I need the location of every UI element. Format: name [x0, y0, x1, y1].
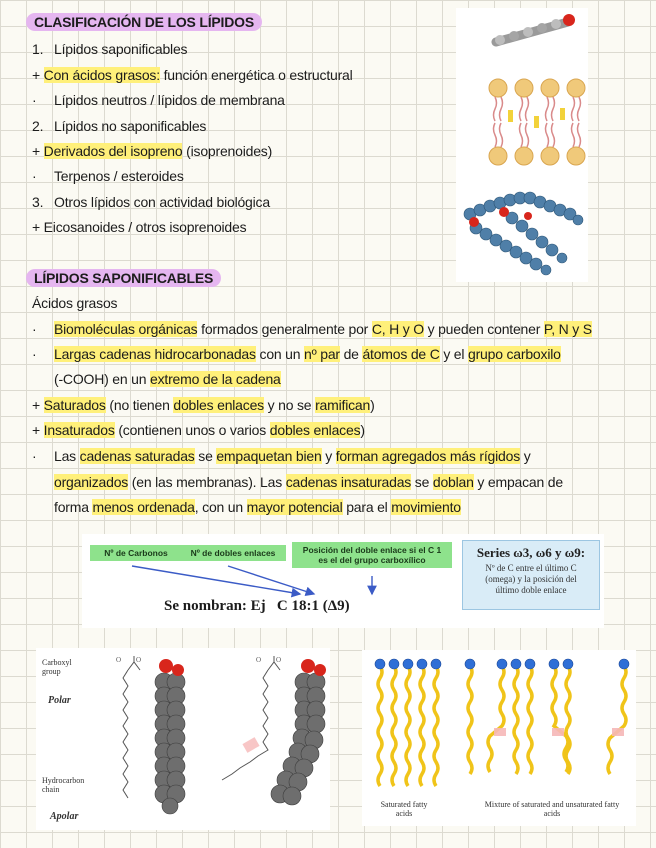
unsaturated-skeletal-icon: [222, 656, 280, 780]
saturated-spacefill-icon: [155, 659, 185, 814]
label-apolar: Apolar: [50, 811, 79, 822]
saturated-packing-icon: [375, 659, 441, 786]
nomenclature-panel: [82, 534, 604, 628]
line-lipidos-neutros: · Lípidos neutros / lípidos de membrana: [32, 92, 285, 108]
line-eicosanoides: + Eicosanoides / otros isoprenoides: [32, 219, 247, 235]
lipid-bilayer-icon: [489, 79, 585, 165]
mixed-packing-icon: [465, 659, 629, 774]
polar-apolar-figure: [36, 648, 330, 830]
nomenclature-formula: Se nombran: Ej C 18:1 (Δ9): [164, 598, 350, 614]
series-title: Series ω3, ω6 y ω9:: [476, 545, 586, 560]
label-polar: Polar: [48, 695, 71, 706]
subtitle-acidos-grasos: Ácidos grasos: [32, 295, 118, 311]
saturated-skeletal-icon: [123, 656, 140, 798]
section-title-saponificables: LÍPIDOS SAPONIFICABLES: [26, 269, 221, 287]
triglyceride-model-icon: [464, 192, 583, 275]
bullet-biomoleculas: · Biomoléculas orgánicas formados generalmente por C, H y O y pueden contener P, N y S: [32, 321, 592, 337]
series-description: Nº de C entre el último C (omega) y la posición del último doble enlace: [485, 563, 577, 595]
svg-text:O: O: [116, 656, 122, 664]
double-bond-marker: [242, 737, 259, 753]
box-posicion-doble-enlace: Posición del doble enlace si el C 1 es el del grupo carboxílico: [292, 542, 452, 568]
molecule-figure-panel: [456, 8, 588, 282]
bullet-empaquetan: · Las cadenas saturadas se empaquetan bien y forman agregados más rígidos y: [32, 448, 531, 464]
svg-text:O: O: [136, 656, 142, 664]
line-saturados: + Saturados (no tienen dobles enlaces y no se ramifican): [32, 397, 375, 413]
line-acidos-grasos: + Con ácidos grasos: función energética o estructural: [32, 67, 353, 83]
line-isopreno: + Derivados del isopreno (isoprenoides): [32, 143, 273, 159]
bullet-empaquetan-cont2: forma menos ordenada, con un mayor potencial para el movimiento: [54, 499, 461, 515]
bullet-empaquetan-cont1: organizados (en las membranas). Las cadenas insaturadas se doblan y empacan de: [54, 474, 563, 490]
box-num-carbonos: Nº de Carbonos: [90, 545, 182, 561]
molecule-illustrations: [456, 8, 588, 282]
series-omega-box: [462, 540, 600, 610]
line-insaturados: + Insaturados (contienen unos o varios dobles enlaces): [32, 422, 365, 438]
packing-figure: [362, 650, 636, 826]
label-hydrocarbon-chain: Hydrocarbon chain: [42, 776, 85, 794]
line-no-saponificables: 2. Lípidos no saponificables: [32, 118, 207, 134]
line-otros-lipidos: 3. Otros lípidos con actividad biológica: [32, 194, 270, 210]
caption-mixture: Mixture of saturated and unsaturated fatty acids: [484, 800, 620, 818]
section-title-clasificacion: CLASIFICACIÓN DE LOS LÍPIDOS: [26, 13, 262, 31]
svg-text:O: O: [256, 656, 262, 664]
line-saponificables: 1. Lípidos saponificables: [32, 41, 188, 57]
fatty-acid-structures: [36, 648, 330, 830]
svg-text:O: O: [276, 656, 282, 664]
box-num-dobles-enlaces: Nº de dobles enlaces: [180, 545, 286, 561]
bullet-cadenas: · Largas cadenas hidrocarbonadas con un nº par de átomos de C y el grupo carboxilo: [32, 346, 561, 362]
unsaturated-spacefill-icon: [271, 659, 326, 805]
label-carboxyl-group: Carboxyl group: [42, 658, 72, 676]
fatty-acid-model-icon: [495, 14, 575, 45]
caption-saturated: Saturated fatty acids: [380, 800, 428, 818]
line-terpenos: · Terpenos / esteroides: [32, 168, 184, 184]
bullet-cadenas-cont: (-COOH) en un extremo de la cadena: [54, 371, 281, 387]
